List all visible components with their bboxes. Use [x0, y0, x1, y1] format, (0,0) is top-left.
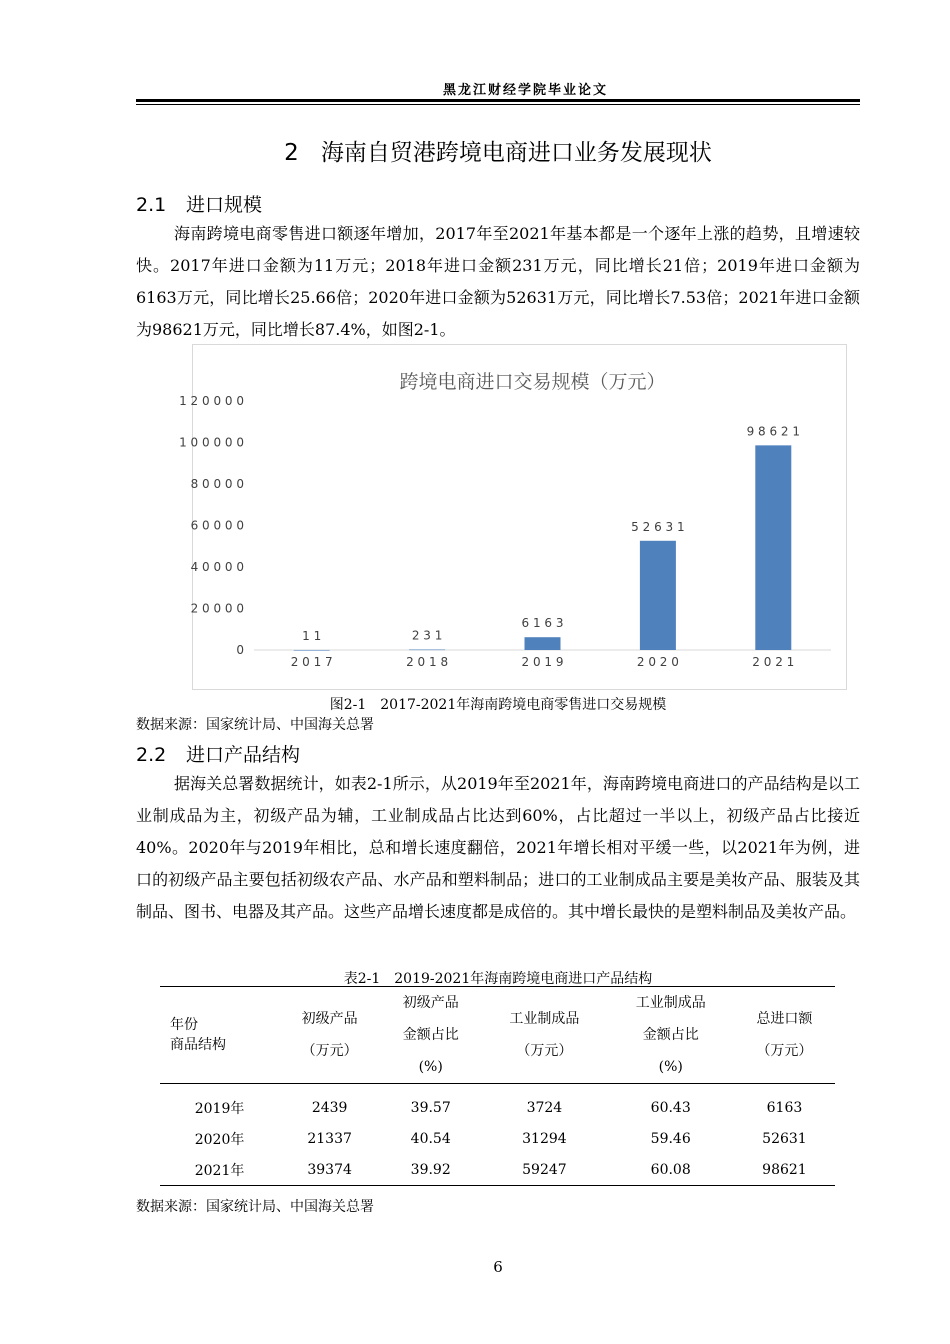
table-cell: 2439: [311, 1099, 348, 1116]
section-title: 进口产品结构: [186, 744, 301, 766]
corner-label-year: 年份: [170, 1017, 198, 1033]
data-label-2017: 1 1: [302, 628, 322, 643]
x-tick-label-2020: 2 0 2 0: [636, 655, 679, 669]
col-header-industrial-share: 工业制成品 金额占比 (%): [635, 995, 706, 1075]
y-tick-label: 0: [236, 643, 244, 657]
section-heading-2-2: [136, 740, 300, 767]
table-cell: 59247: [522, 1161, 567, 1178]
bar-2018: [409, 650, 445, 651]
x-tick-label-2021: 2 0 2 1: [752, 655, 795, 669]
table-header-row: [160, 987, 835, 1084]
data-label-2021: 9 8 6 2 1: [746, 424, 801, 439]
data-label-2018: 2 3 1: [411, 628, 443, 643]
import-scale-bar-chart: [136, 344, 860, 694]
table-cell: 60.43: [650, 1099, 691, 1116]
table-cell: 39374: [307, 1161, 352, 1178]
y-tick-label: 6 0 0 0 0: [190, 518, 244, 533]
table-cell: 40.54: [410, 1130, 451, 1147]
product-structure-table-wrap: [160, 986, 835, 1186]
table-cell: 2020年: [194, 1131, 245, 1148]
table-cell: 6163: [766, 1099, 803, 1116]
table-corner-header: [160, 987, 279, 1084]
header-rule-thick: [136, 99, 860, 102]
table-cell: 98621: [762, 1161, 807, 1178]
section-number: 2.1: [136, 194, 167, 216]
figure-caption: 图2-1 2017-2021年海南跨境电商零售进口交易规模: [329, 697, 667, 713]
section-number: 2.2: [136, 744, 167, 766]
section-heading-2-1: [136, 190, 262, 217]
product-structure-table: [160, 986, 835, 1186]
section-paragraph-scale: 海南跨境电商零售进口额逐年增加，2017年至2021年基本都是一个逐年上涨的趋势，且增速较快。2017年进口金额为11万元；2018年进口金额231万元，同比增长21倍；2019年进口金额为6163万元，同比增长25.66倍；2020年进口金额为52631万元，同比增长7.53倍；2021年进口金额为98621万元，同比增长87.4%，如图2-1。: [136, 224, 860, 339]
table-cell: 52631: [762, 1130, 807, 1147]
col-header-industrial-amount: 工业制成品 （万元）: [509, 1011, 580, 1059]
y-tick-label: 4 0 0 0 0: [190, 560, 244, 574]
col-header-primary-share: 初级产品 金额占比 (%): [402, 995, 459, 1075]
x-tick-label-2019: 2 0 1 9: [521, 655, 564, 669]
table-cell: 39.92: [410, 1161, 451, 1178]
section-title: 进口规模: [186, 194, 263, 216]
table-row: [160, 1123, 835, 1154]
table-cell: 2019年: [194, 1100, 245, 1117]
col-header-primary-amount: 初级产品 （万元）: [301, 1011, 358, 1059]
chart-title: 跨境电商进口交易规模（万元）: [399, 371, 666, 393]
table-cell: 21337: [307, 1130, 352, 1147]
bar-2017: [294, 650, 330, 651]
bar-2020: [640, 541, 676, 650]
table-row: [160, 1084, 835, 1124]
chapter-title: [136, 134, 860, 167]
figure-source-note: 数据来源：国家统计局、中国海关总署: [136, 717, 374, 733]
chapter-title-text: 海南自贸港跨境电商进口业务发展现状: [320, 140, 712, 166]
y-tick-label: 2 0 0 0 0: [190, 601, 244, 616]
chapter-number: 2: [284, 140, 299, 166]
bar-2019: [525, 637, 561, 650]
data-label-2019: 6 1 6 3: [521, 616, 564, 631]
table-source-note: 数据来源：国家统计局、中国海关总署: [136, 1199, 374, 1215]
table-row: [160, 1154, 835, 1186]
x-tick-label-2017: 2 0 1 7: [290, 655, 333, 669]
table-cell: 3724: [526, 1099, 563, 1116]
bar-2021: [755, 445, 791, 650]
y-tick-label: 8 0 0 0 0: [190, 477, 244, 491]
table-cell: 59.46: [650, 1130, 691, 1147]
x-tick-label-2018: 2 0 1 8: [406, 655, 449, 669]
y-tick-label: 1 2 0 0 0 0: [179, 394, 244, 408]
table-cell: 39.57: [410, 1099, 451, 1116]
header-rule-thin: [136, 104, 860, 105]
running-header: 黑龙江财经学院毕业论文: [442, 83, 608, 98]
corner-label-structure: 商品结构: [170, 1037, 226, 1053]
table-cell: 31294: [522, 1130, 567, 1147]
table-cell: 60.08: [650, 1161, 691, 1178]
page-number: 6: [493, 1258, 503, 1276]
data-label-2020: 5 2 6 3 1: [631, 519, 685, 534]
section-paragraph-structure: 据海关总署数据统计，如表2-1所示，从2019年至2021年，海南跨境电商进口的产品结构是以工业制成品为主，初级产品为辅，工业制成品占比达到60%，占比超过一半以上，初级产品占比接近40%。2020年与2019年相比，总和增长速度翻倍，2021年增长相对平缓一些，以2021年为例，进口的初级产品主要包括初级农产品、水产品和塑料制品；进口的工业制成品主要是美妆产品、服装及其制品、图书、电器及其产品。这些产品增长速度都是成倍的。其中增长最快的是塑料制品及美妆产品。: [136, 774, 860, 921]
table-caption: 表2-1 2019-2021年海南跨境电商进口产品结构: [343, 971, 653, 987]
table-cell: 2021年: [194, 1162, 245, 1179]
y-tick-label: 1 0 0 0 0 0: [179, 435, 244, 450]
col-header-total-import: 总进口额 （万元）: [756, 1011, 813, 1059]
